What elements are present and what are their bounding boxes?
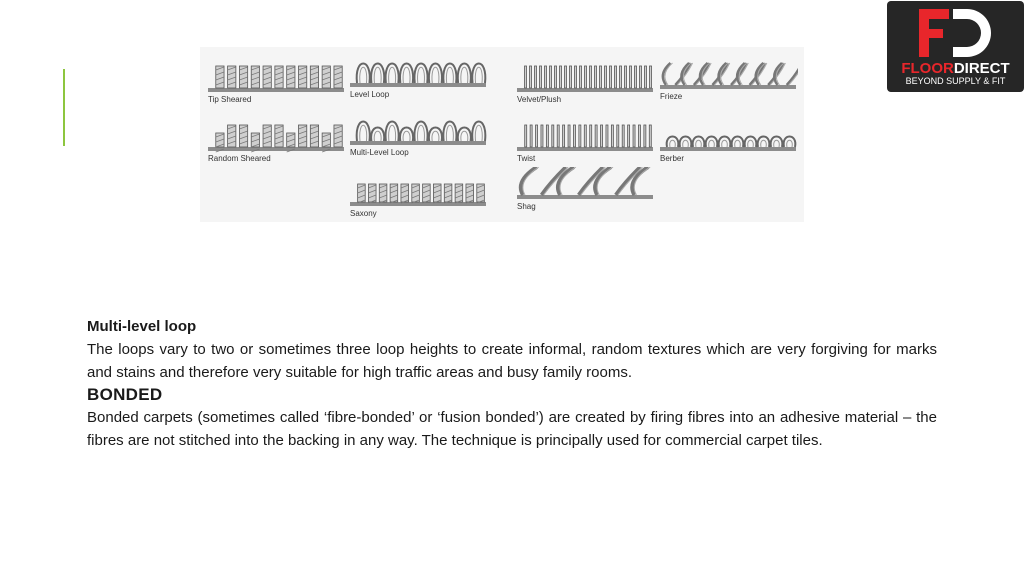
content-body: [87, 315, 937, 452]
pile-swatch-shag: [517, 167, 655, 211]
section1-title: Multi-level loop: [87, 318, 197, 335]
pile-swatch-saxony: [350, 174, 488, 218]
swatch-label: Shag: [517, 202, 536, 211]
swatch-label: Level Loop: [350, 90, 390, 99]
swatch-label: Frieze: [660, 92, 683, 101]
floordirect-logo: [887, 1, 1024, 92]
fd-logo-mark-icon: [917, 7, 993, 59]
swatch-label: Multi-Level Loop: [350, 148, 409, 157]
swatch-label: Velvet/Plush: [517, 95, 562, 104]
pile-swatch-velvet-plush: [517, 60, 655, 104]
section1-body: The loops vary to two or sometimes three loop heights to create informal, random textures which are very forgiving for marks and stains and therefore very suitable for high traffic areas and busy family rooms.: [87, 341, 937, 381]
section2-body: Bonded carpets (sometimes called ‘fibre-bonded’ or ‘fusion bonded’) are created by firing fibres into an adhesive material – the fibres are not stitched into the backing in any way. The technique is principally used for commercial carpet tiles.: [87, 409, 937, 449]
swatch-label: Berber: [660, 154, 685, 163]
carpet-pile-types-diagram: [200, 47, 804, 222]
logo-tagline: BEYOND SUPPLY & FIT: [905, 76, 1006, 86]
swatch-label: Saxony: [350, 209, 377, 218]
pile-swatch-multi-level-loop: [350, 113, 488, 157]
pile-swatch-random-sheared: [208, 119, 346, 163]
accent-bar: [63, 69, 65, 146]
swatch-label: Twist: [517, 154, 536, 163]
pile-swatch-berber: [660, 119, 798, 163]
pile-swatch-level-loop: [350, 55, 488, 99]
section2-title: BONDED: [87, 385, 163, 404]
swatch-label: Tip Sheared: [208, 95, 252, 104]
pile-swatch-tip-sheared: [208, 60, 346, 104]
pile-swatch-frieze: [660, 57, 798, 101]
swatch-label: Random Sheared: [208, 154, 271, 163]
pile-swatch-twist: [517, 119, 655, 163]
logo-wordmark: FLOORDIRECT: [901, 60, 1010, 77]
